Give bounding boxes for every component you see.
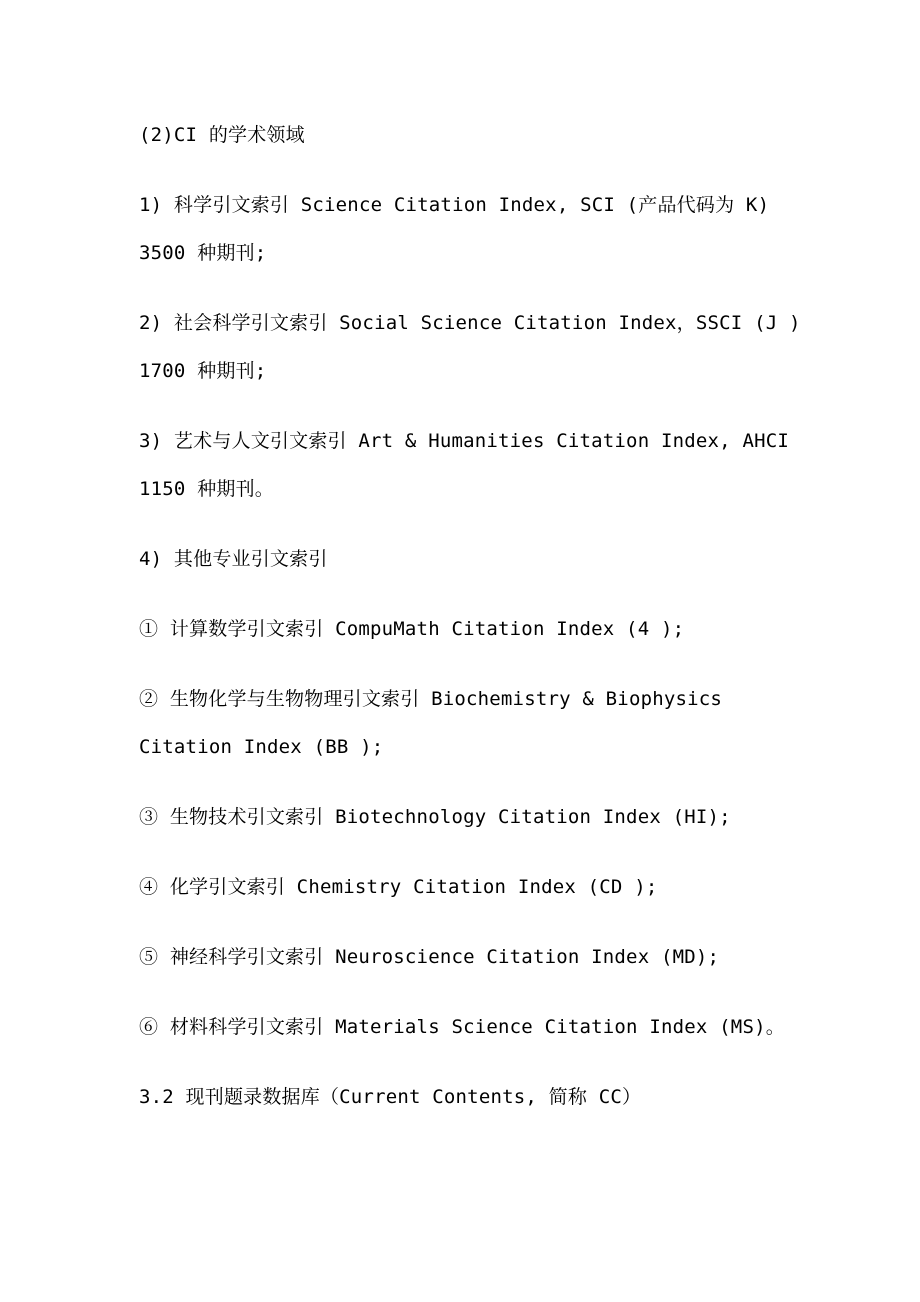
list-item-neuroscience: ⑤ 神经科学引文索引 Neuroscience Citation Index (MD); <box>139 946 720 968</box>
section-heading-current-contents: 3.2 现刊题录数据库（Current Contents, 简称 CC） <box>139 1086 642 1108</box>
list-item-sci: 1) 科学引文索引 Science Citation Index, SCI (产品代码为 K) <box>139 194 770 216</box>
section-heading-ci-fields: (2)CI 的学术领域 <box>139 124 305 146</box>
list-item-ssci-journals: 1700 种期刊; <box>139 360 267 382</box>
list-item-materials-science: ⑥ 材料科学引文索引 Materials Science Citation Index (MS)。 <box>139 1016 785 1038</box>
list-item-ssci: 2) 社会科学引文索引 Social Science Citation Index，SSCI (J ) <box>139 312 801 334</box>
list-item-compumath: ① 计算数学引文索引 CompuMath Citation Index (4 ); <box>139 618 685 640</box>
list-item-ahci: 3) 艺术与人文引文索引 Art & Humanities Citation Index, AHCI <box>139 430 789 452</box>
list-item-chemistry: ④ 化学引文索引 Chemistry Citation Index (CD ); <box>139 876 658 898</box>
list-item-biochemistry-cont: Citation Index (BB ); <box>139 736 384 758</box>
list-item-ahci-journals: 1150 种期刊。 <box>139 478 274 500</box>
list-item-sci-journals: 3500 种期刊; <box>139 242 267 264</box>
list-item-other-indexes: 4) 其他专业引文索引 <box>139 548 328 570</box>
list-item-biochemistry: ② 生物化学与生物物理引文索引 Biochemistry & Biophysics <box>139 688 723 710</box>
list-item-biotechnology: ③ 生物技术引文索引 Biotechnology Citation Index (HI); <box>139 806 731 828</box>
